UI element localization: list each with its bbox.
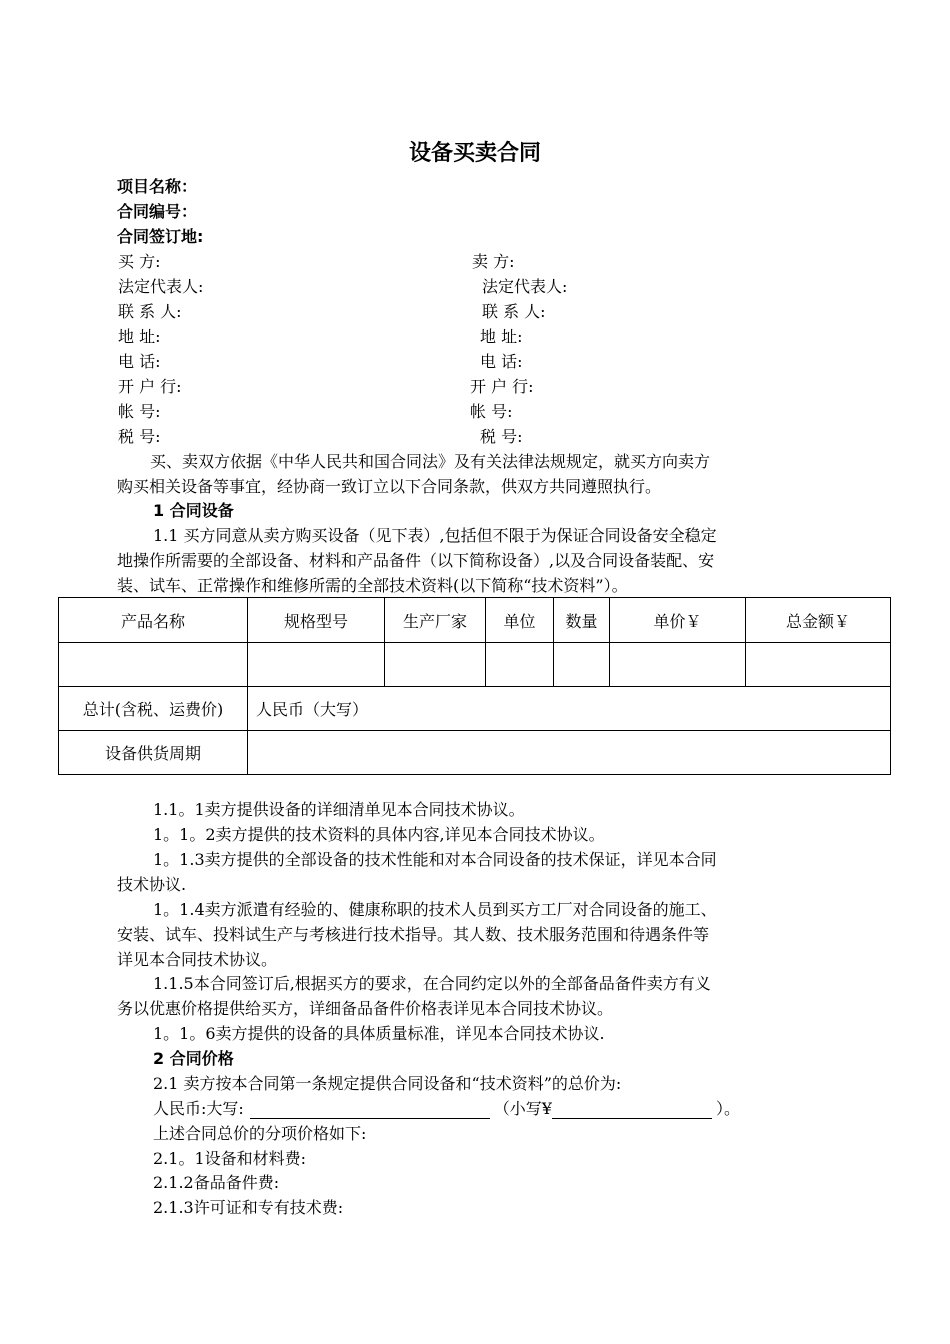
table-cell — [746, 643, 891, 687]
period-row — [59, 731, 891, 775]
table-row — [59, 643, 891, 687]
header-unit: 单位 — [486, 598, 554, 643]
total-value: 人民币（大写） — [248, 687, 891, 731]
section1-para: 1.1 买方同意从卖方购买设备（见下表）,包括但不限于为保证合同设备安全稳定 — [153, 526, 717, 545]
section2-heading: 2 合同价格 — [153, 1049, 234, 1068]
breakdown-item: 2.1.3许可证和专有技术费: — [153, 1198, 344, 1217]
header-total: 总金额￥ — [746, 598, 891, 643]
seller-field: 电 话: — [480, 352, 523, 371]
seller-field: 税 号: — [480, 427, 523, 446]
clause-line: 安装、试车、投料试生产与考核进行技术指导。其人数、技术服务范围和待遇条件等 — [117, 925, 710, 944]
contract-no-label: 合同编号： — [117, 202, 198, 221]
breakdown-item: 2.1。1设备和材料费: — [153, 1149, 307, 1168]
table-cell — [248, 643, 385, 687]
clause-line: 务以优惠价格提供给买方，详细备品备件价格表详见本合同技术协议。 — [117, 999, 614, 1018]
buyer-field: 地 址: — [118, 327, 161, 346]
breakdown-intro: 上述合同总价的分项价格如下: — [153, 1124, 367, 1143]
header-product-name: 产品名称 — [59, 598, 248, 643]
section2-intro: 2.1 卖方按本合同第一条规定提供合同设备和“技术资料”的总价为: — [153, 1074, 622, 1093]
section1-para: 地操作所需要的全部设备、材料和产品备件（以下简称设备）,以及合同设备装配、安 — [117, 551, 715, 570]
equipment-table — [58, 597, 891, 775]
total-row — [59, 687, 891, 731]
page-title: 设备买卖合同 — [408, 141, 541, 166]
buyer-field: 联 系 人: — [118, 302, 182, 321]
clause-line: 1.1。1卖方提供设备的详细清单见本合同技术协议。 — [153, 800, 525, 819]
preamble-line: 购买相关设备等事宜，经协商一致订立以下合同条款，供双方共同遵照执行。 — [117, 477, 662, 496]
total-label: 总计(含税、运费价) — [59, 687, 248, 731]
clause-line: 1.1.5本合同签订后,根据买方的要求，在合同约定以外的全部备品备件卖方有义 — [153, 974, 711, 993]
header-unit-price: 单价￥ — [610, 598, 746, 643]
price-line — [153, 1099, 740, 1119]
header-spec: 规格型号 — [248, 598, 385, 643]
seller-field: 地 址: — [480, 327, 523, 346]
seller-field: 帐 号: — [470, 402, 513, 421]
seller-field: 开 户 行: — [470, 377, 534, 396]
buyer-field: 电 话: — [118, 352, 161, 371]
header-quantity: 数量 — [554, 598, 610, 643]
table-cell — [554, 643, 610, 687]
rmb-label: 人民币:大写: — [153, 1099, 244, 1118]
clause-line: 1。1.4卖方派遣有经验的、健康称职的技术人员到买方工厂对合同设备的施工、 — [153, 900, 717, 919]
preamble-line: 买、卖双方依据《中华人民共和国合同法》及有关法律法规规定，就买方向卖方 — [150, 452, 711, 471]
buyer-field: 帐 号: — [118, 402, 161, 421]
rmb-uppercase-blank — [250, 1102, 490, 1119]
small-end: ）。 — [715, 1099, 740, 1118]
period-label: 设备供货周期 — [59, 731, 248, 775]
clause-line: 1。1.3卖方提供的全部设备的技术性能和对本合同设备的技术保证，详见本合同 — [153, 850, 717, 869]
seller-field: 法定代表人: — [482, 277, 568, 296]
table-cell — [486, 643, 554, 687]
period-value — [248, 731, 891, 775]
seller-field: 卖 方: — [472, 252, 515, 271]
rmb-lowercase-blank — [552, 1102, 712, 1119]
clause-line: 1。1。6卖方提供的设备的具体质量标准，详见本合同技术协议. — [153, 1024, 605, 1043]
clause-line: 详见本合同技术协议。 — [117, 950, 278, 969]
table-header-row — [59, 598, 891, 643]
section1-heading: 1 合同设备 — [153, 501, 234, 520]
seller-field: 联 系 人: — [482, 302, 546, 321]
sign-place-label: 合同签订地: — [117, 227, 204, 246]
table-cell — [385, 643, 486, 687]
small-label: （小写¥ — [493, 1099, 552, 1118]
buyer-field: 买 方: — [118, 252, 161, 271]
breakdown-item: 2.1.2备品备件费: — [153, 1173, 280, 1192]
clause-line: 1。1。2卖方提供的技术资料的具体内容,详见本合同技术协议。 — [153, 825, 605, 844]
buyer-field: 税 号: — [118, 427, 161, 446]
clause-line: 技术协议. — [117, 875, 187, 894]
table-cell — [610, 643, 746, 687]
header-manufacturer: 生产厂家 — [385, 598, 486, 643]
table-cell — [59, 643, 248, 687]
section1-para: 装、试车、正常操作和维修所需的全部技术资料(以下简称“技术资料”）。 — [117, 576, 628, 595]
buyer-field: 法定代表人: — [118, 277, 204, 296]
project-name-label: 项目名称： — [117, 177, 198, 196]
buyer-field: 开 户 行: — [118, 377, 182, 396]
